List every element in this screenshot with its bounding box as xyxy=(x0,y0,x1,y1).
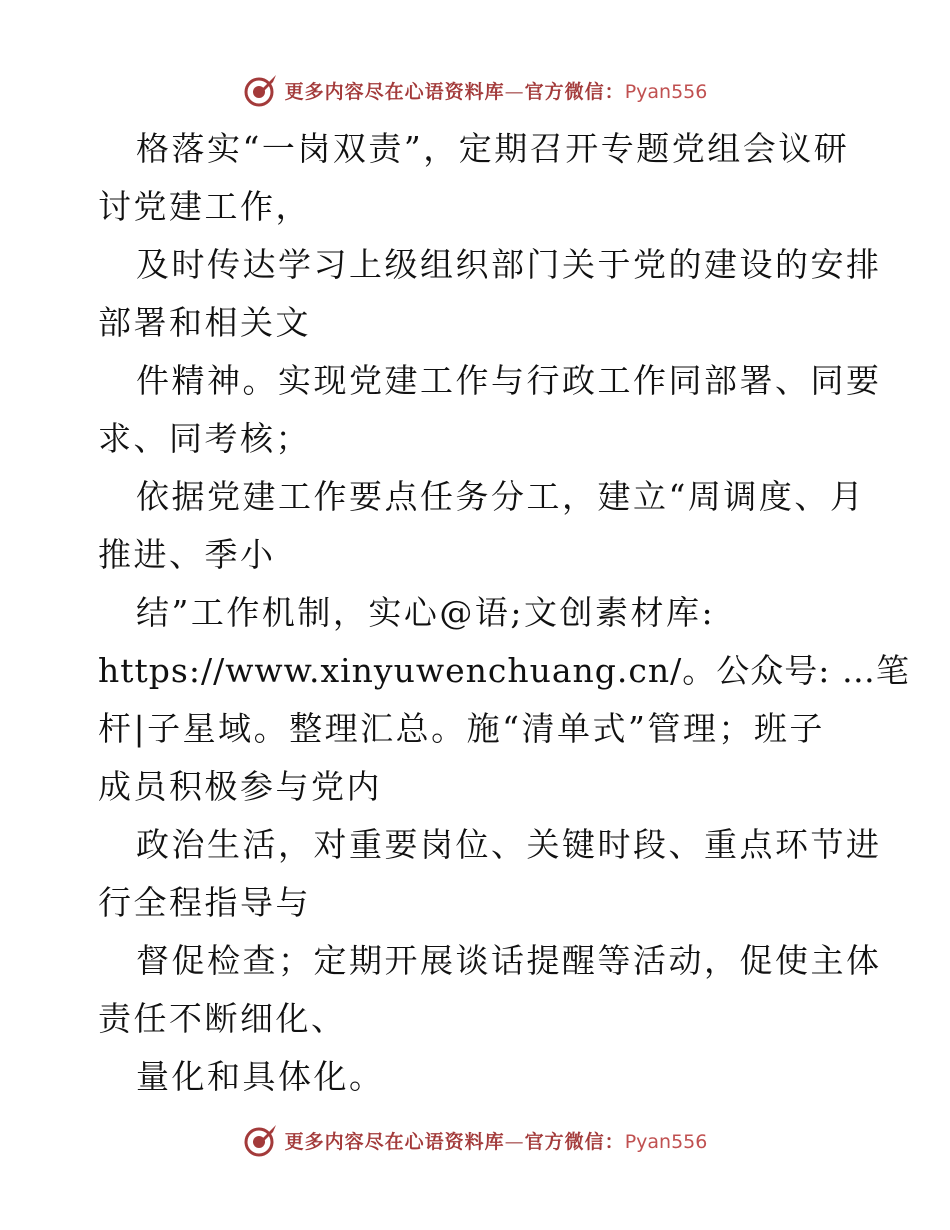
watermark-wechat-id: Pyan556 xyxy=(624,80,708,103)
watermark-label: 官方微信： xyxy=(524,80,625,103)
document-body xyxy=(98,120,910,1106)
body-line: 及时传达学习上级组织部门关于党的建设的安排 xyxy=(136,245,882,284)
footer-watermark xyxy=(0,1120,950,1160)
body-line: 杆|子星域。整理汇总。施“清单式”管理；班子 xyxy=(98,709,825,748)
body-line: 推进、季小 xyxy=(98,535,276,574)
body-line: 格落实“一岗双责”，定期召开专题党组会议研 xyxy=(136,129,850,168)
body-line: 行全程指导与 xyxy=(98,883,311,922)
watermark-text xyxy=(285,77,708,104)
watermark-main-text: 更多内容尽在心语资料库 xyxy=(284,80,505,103)
watermark-separator: — xyxy=(504,80,525,103)
body-line: 量化和具体化。 xyxy=(136,1057,385,1096)
body-line: 求、同考核； xyxy=(98,419,311,458)
body-line: 部署和相关文 xyxy=(98,303,311,342)
watermark-label: 官方微信： xyxy=(524,1130,625,1153)
watermark-main-text: 更多内容尽在心语资料库 xyxy=(284,1130,505,1153)
body-line: 政治生活，对重要岗位、关键时段、重点环节进 xyxy=(136,825,882,864)
watermark-separator: — xyxy=(504,1130,525,1153)
body-line: 件精神。实现党建工作与行政工作同部署、同要 xyxy=(136,361,882,400)
body-line: 成员积极参与党内 xyxy=(98,767,382,806)
body-line: 督促检查；定期开展谈话提醒等活动，促使主体 xyxy=(136,941,882,980)
body-line: 责任不断细化、 xyxy=(98,999,347,1038)
body-line: 讨党建工作， xyxy=(98,187,311,226)
header-watermark xyxy=(0,70,950,110)
watermark-text xyxy=(285,1127,708,1154)
watermark-wechat-id: Pyan556 xyxy=(624,1130,708,1153)
body-line: 依据党建工作要点任务分工，建立“周调度、月 xyxy=(136,477,866,516)
quill-logo-icon xyxy=(243,1122,279,1158)
body-line: 结”工作机制，实心@语;文创素材库: xyxy=(136,593,716,632)
quill-logo-icon xyxy=(243,72,279,108)
body-line: https://www.xinyuwenchuang.cn/。公众号: …笔 xyxy=(98,651,910,690)
